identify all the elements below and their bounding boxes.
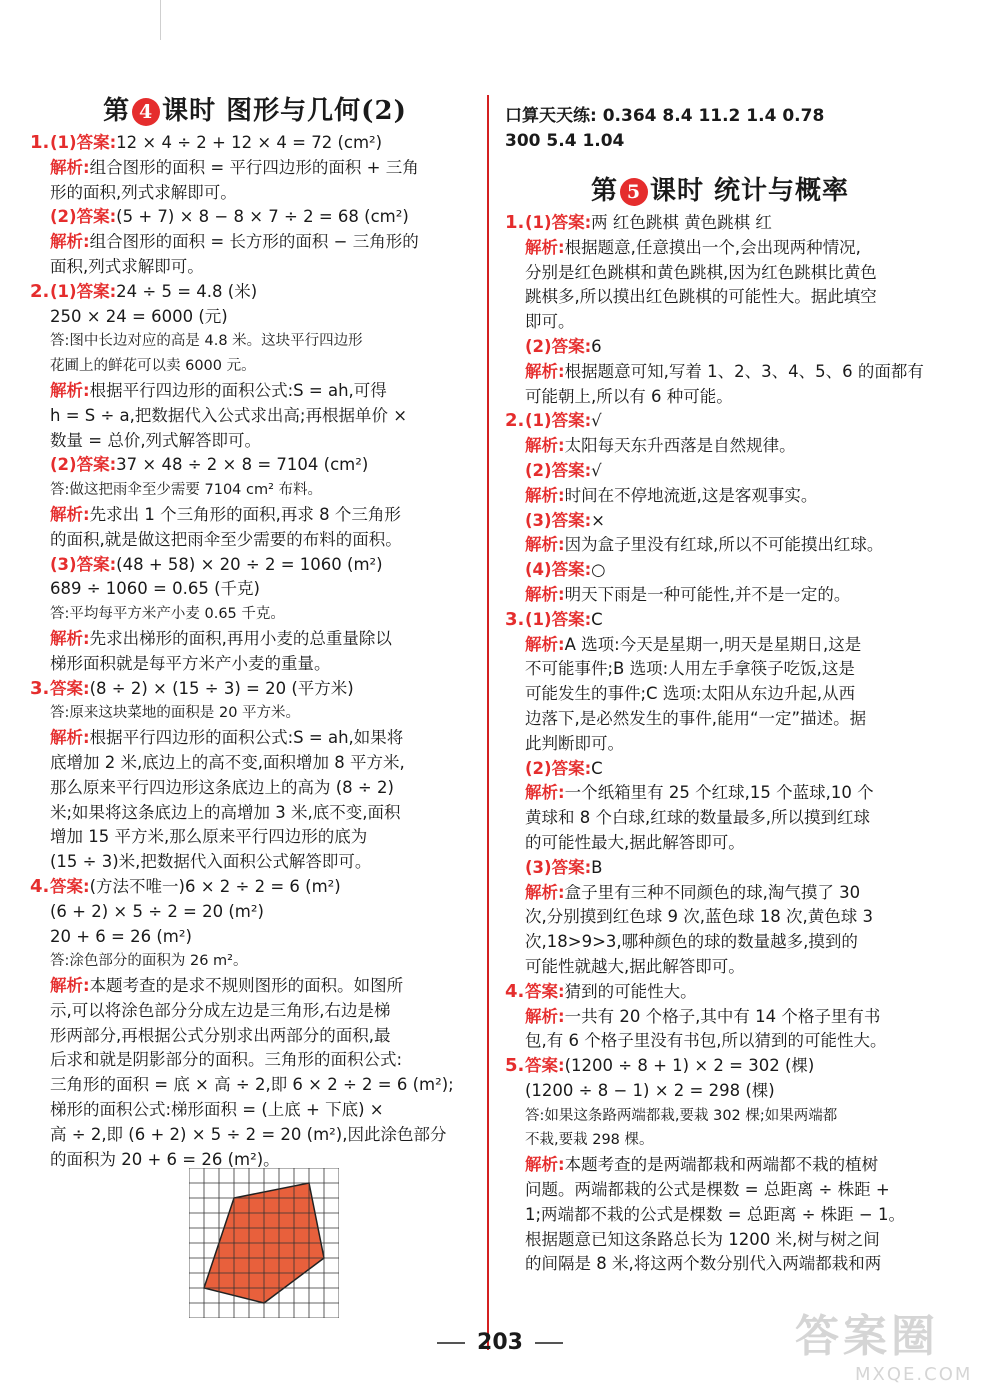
line-text: 根据题意,任意摸出一个,会出现两种情况, [564,237,861,257]
title-text: 课时 统计与概率 [649,176,850,206]
answer-line [30,478,480,503]
line-text: √ [591,411,602,431]
line-text: 先求出梯形的面积,再用小麦的总重量除以 [89,628,392,648]
answer-line [505,1178,935,1203]
analysis-label: 解析: [525,485,565,505]
answer-label: (3)答案: [525,510,592,530]
answer-line [505,980,935,1005]
line-text: 两 红色跳棋 黄色跳棋 红 [591,213,772,232]
answer-line [30,354,480,379]
analysis-label: 解析: [50,232,90,252]
line-text: 包,有 6 个格子里没有书包,所以猜到的可能性大。 [525,1031,887,1051]
line-text: 花圃上的鲜花可以卖 6000 元。 [50,358,256,375]
analysis-label: 解析: [525,634,565,654]
answer-line [30,1123,480,1148]
answer-line [505,236,935,261]
answer-label: 答案: [50,678,90,698]
answer-line [505,211,935,236]
analysis-label: 解析: [50,380,90,400]
answer-line [505,509,935,534]
answer-label: (1)答案: [525,609,592,629]
line-text: 可能朝上,所以有 6 种可能。 [525,386,733,406]
line-text: 答:涂色部分的面积为 26 m²。 [50,953,248,970]
answer-line [30,503,480,528]
answer-line [505,757,935,782]
lesson-number-badge: 5 [620,178,648,206]
answer-line [30,875,480,900]
line-text: 答:做这把雨伞至少需要 7104 cm² 布料。 [50,482,323,499]
line-text: 答:平均每平方米产小麦 0.65 千克。 [50,606,285,623]
answer-line [505,633,935,658]
answer-line [505,360,935,385]
line-text: 本题考查的是求不规则图形的面积。如图所 [89,976,404,996]
line-text: 次,分别摸到红色球 9 次,蓝色球 18 次,黄色球 3 [525,907,873,927]
answer-line [505,261,935,286]
line-text: 的面积,就是做这把雨伞至少需要的布料的面积。 [50,529,402,549]
analysis-label: 解析: [50,976,90,996]
analysis-label: 解析: [525,1155,565,1175]
top-rule [160,0,161,40]
line-text: 答:原来这块菜地的面积是 20 平方米。 [50,705,301,722]
analysis-label: 解析: [525,584,565,604]
line-text: 24 ÷ 5 = 4.8 (米) [116,281,258,301]
answer-label: (2)答案: [525,336,592,356]
answer-line [505,533,935,558]
answer-line [505,657,935,682]
answer-line [505,1029,935,1054]
answer-line [505,484,935,509]
answer-line [505,434,935,459]
answer-label: (3)答案: [50,554,117,574]
line-text: 边落下,是必然发生的事件,能用“一定”描述。据 [525,708,867,728]
line-text: 分别是红色跳棋和黄色跳棋,因为红色跳棋比黄色 [525,262,877,282]
analysis-label: 解析: [525,783,565,803]
line-text: 时间在不停地流逝,这是客观事实。 [564,485,818,505]
line-text: 形的面积,列式求解即可。 [50,182,237,202]
line-text: 明天下雨是一种可能性,并不是一定的。 [564,584,851,604]
line-text: 的可能性最大,据此解答即可。 [525,832,745,852]
analysis-label: 解析: [50,728,90,748]
answer-line [30,1098,480,1123]
answer-line [505,1252,935,1277]
grid-shaded-figure [189,1168,339,1322]
line-text: 6 [591,336,602,356]
line-text: 37 × 48 ÷ 2 × 8 = 7104 (cm²) [116,455,369,475]
line-text: 250 × 24 = 6000 (元) [50,306,228,326]
answer-label: (1)答案: [50,281,117,301]
answer-line [30,453,480,478]
analysis-label: 解析: [525,535,565,555]
answer-line [30,379,480,404]
line-text: 答:如果这条路两端都栽,要栽 302 棵;如果两端都 [525,1107,838,1124]
answer-line [30,627,480,652]
answer-line [505,1203,935,1228]
answer-line [30,1048,480,1073]
line-text: 高 ÷ 2,即 (6 + 2) × 5 ÷ 2 = 20 (m²),因此涂色部分 [50,1124,447,1144]
answer-line [30,577,480,602]
right-answer-lines [505,211,935,1277]
watermark-text: 答案圈 [795,1311,939,1362]
line-text: 形两部分,再根据公式分别求出两部分的面积,最 [50,1025,391,1045]
question-number: 2. [505,410,525,432]
answer-line [505,881,935,906]
line-text: 面积,列式求解即可。 [50,256,204,276]
analysis-label: 解析: [525,436,565,456]
column-divider [487,95,489,1350]
answer-line [505,310,935,335]
line-text: (1200 ÷ 8 + 1) × 2 = 302 (棵) [564,1056,815,1076]
right-column [505,104,935,1277]
line-text: h = S ÷ a,把数据代入公式求出高;再根据单价 × [50,405,408,425]
answer-line [30,230,480,255]
answer-line [30,850,480,875]
answer-line [505,707,935,732]
answer-line [505,732,935,757]
line-text: (8 ÷ 2) × (15 ÷ 3) = 20 (平方米) [89,678,354,698]
question-number: 2. [30,280,50,302]
line-text: 米;如果将这条底边上的高增加 3 米,底不变,面积 [50,802,401,822]
line-text: 梯形面积就是每平方米产小麦的重量。 [50,653,331,673]
watermark-logo [795,1300,985,1385]
line-text: × [591,510,605,530]
answer-line [30,652,480,677]
answer-line [505,558,935,583]
answer-line [30,181,480,206]
line-text: C [591,609,603,629]
line-text: 689 ÷ 1060 = 0.65 (千克) [50,579,260,599]
question-number: 1. [30,132,50,153]
answer-line [30,949,480,974]
answer-label: (1)答案: [525,213,592,232]
line-text: 先求出 1 个三角形的面积,再求 8 个三角形 [89,504,401,524]
answer-line [505,1153,935,1178]
answer-line [505,781,935,806]
line-text: 数量 = 总价,列式解答即可。 [50,430,262,450]
line-text: B [591,857,603,877]
lesson-number-badge: 4 [132,98,160,126]
answer-line [30,429,480,454]
answer-line [30,900,480,925]
line-text: 黄球和 8 个白球,红球的数量最多,所以摸到红球 [525,808,870,828]
answer-line [505,1079,935,1104]
analysis-label: 解析: [525,237,565,257]
lesson-5-title [505,170,935,207]
line-text: 那么原来平行四边形这条底边上的高为 (8 ÷ 2) [50,777,394,797]
title-prefix: 第 [103,96,131,126]
line-text: 12 × 4 ÷ 2 + 12 × 4 = 72 (cm²) [116,133,383,152]
line-text: 根据平行四边形的面积公式:S = ah,如果将 [89,728,404,748]
line-text: (1200 ÷ 8 − 1) × 2 = 298 (棵) [525,1080,775,1100]
answer-line [505,856,935,881]
line-text: 组合图形的面积 = 长方形的面积 − 三角形的 [89,232,419,252]
line-text: 太阳每天东升西落是自然规律。 [564,436,796,456]
line-text: 本题考查的是两端都栽和两端都不栽的植树 [564,1155,879,1175]
line-text: 梯形的面积公式:梯形面积 = (上底 + 下底) × [50,1100,384,1120]
answer-line [30,974,480,999]
answer-line [30,205,480,230]
answer-line [30,825,480,850]
answer-line [30,553,480,578]
line-text: 次,18>9>3,哪种颜色的球的数量越多,摸到的 [525,932,858,952]
answer-line [505,831,935,856]
kousuan-line-1: 口算天天练: 0.364 8.4 11.2 1.4 0.78 [505,106,825,126]
lesson-4-title [30,90,480,127]
answer-line [30,156,480,181]
analysis-label: 解析: [50,157,90,177]
answer-line [30,1024,480,1049]
answer-line [505,930,935,955]
answer-line [505,1005,935,1030]
footer-dash-right [535,1342,563,1344]
line-text: 盒子里有三种不同颜色的球,淘气摸了 30 [564,882,861,902]
answer-line [30,528,480,553]
title-text: 课时 图形与几何(2) [162,96,407,126]
answer-line [30,726,480,751]
line-text: 示,可以将涂色部分分成左边是三角形,右边是梯 [50,1000,391,1020]
answer-line [30,404,480,429]
line-text: (方法不唯一)6 × 2 ÷ 2 = 6 (m²) [89,876,341,896]
answer-line [30,131,480,156]
answer-line [30,801,480,826]
answer-line [505,955,935,980]
line-text: 问题。两端都栽的公式是棵数 = 总距离 ÷ 株距 + [525,1180,890,1200]
answer-line [30,1073,480,1098]
answer-line [30,602,480,627]
answer-line [505,335,935,360]
answer-line [505,1128,935,1153]
question-number: 3. [505,608,525,630]
line-text: (48 + 58) × 20 ÷ 2 = 1060 (m²) [116,554,383,574]
line-text: 三角形的面积 = 底 × 高 ÷ 2,即 6 × 2 ÷ 2 = 6 (m²); [50,1075,454,1095]
line-text: 20 + 6 = 26 (m²) [50,926,192,946]
line-text: 增加 15 平方米,那么原来平行四边形的底为 [50,827,368,847]
answer-line [505,285,935,310]
answer-line [505,806,935,831]
line-text: (15 ÷ 3)米,把数据代入面积公式解答即可。 [50,852,372,872]
line-text: 跳棋多,所以摸出红色跳棋的可能性大。据此填空 [525,287,877,307]
answer-line [505,608,935,633]
question-number: 5. [505,1055,525,1077]
line-text: 猜到的可能性大。 [564,981,697,1001]
answer-label: (2)答案: [50,207,117,227]
answer-line [505,1104,935,1129]
line-text: 可能发生的事件;C 选项:太阳从东边升起,从西 [525,684,856,704]
answer-line [30,701,480,726]
line-text: ○ [591,560,606,580]
answer-label: 答案: [525,1056,565,1076]
line-text: 因为盒子里没有红球,所以不可能摸出红球。 [564,535,884,555]
line-text: 后求和就是阴影部分的面积。三角形的面积公式: [50,1050,403,1070]
line-text: 即可。 [525,312,575,332]
question-number: 4. [30,875,50,897]
answer-label: (3)答案: [525,857,592,877]
answer-label: 答案: [525,981,565,1001]
line-text: 根据题意已知这条路总长为 1200 米,树与树之间 [525,1229,880,1249]
line-text: 底增加 2 米,底边上的高不变,面积增加 8 平方米, [50,752,405,772]
answer-line [505,459,935,484]
answer-label: (2)答案: [525,758,592,778]
line-text: 一共有 20 个格子,其中有 14 个格子里有书 [564,1006,881,1026]
answer-line [30,776,480,801]
answer-line [30,255,480,280]
answer-line [505,1228,935,1253]
left-column [30,90,480,1172]
line-text: 根据题意可知,写着 1、2、3、4、5、6 的面都有 [564,361,924,381]
line-text: C [591,758,603,778]
line-text: 可能性就越大,据此解答即可。 [525,956,745,976]
question-number: 4. [505,980,525,1002]
answer-line [30,999,480,1024]
answer-line [30,305,480,330]
analysis-label: 解析: [525,361,565,381]
answer-label: (4)答案: [525,560,592,580]
answer-line [505,409,935,434]
analysis-label: 解析: [525,1006,565,1026]
line-text: 的间隔是 8 米,将这两个数分别代入两端都栽和两 [525,1254,882,1274]
line-text: 1;两端都不栽的公式是棵数 = 总距离 ÷ 株距 − 1。 [525,1204,905,1224]
answer-line [505,905,935,930]
line-text: 答:图中长边对应的高是 4.8 米。这块平行四边形 [50,333,363,350]
question-number: 3. [30,677,50,699]
line-text: √ [591,460,602,480]
line-text: 的面积为 20 + 6 = 26 (m²)。 [50,1149,280,1169]
answer-line [30,677,480,702]
footer-dash-left [437,1342,465,1344]
answer-line [505,682,935,707]
analysis-label: 解析: [525,882,565,902]
question-number: 1. [505,212,525,233]
answer-label: (2)答案: [50,455,117,475]
analysis-label: 解析: [50,504,90,524]
line-text: A 选项:今天是星期一,明天是星期日,这是 [564,634,862,654]
line-text: 组合图形的面积 = 平行四边形的面积 + 三角 [89,157,419,177]
line-text: 一个纸箱里有 25 个红球,15 个蓝球,10 个 [564,783,874,803]
analysis-label: 解析: [50,628,90,648]
watermark-url: MXQE.COM [855,1364,973,1385]
answer-label: (2)答案: [525,460,592,480]
line-text: 不栽,要栽 298 棵。 [525,1132,654,1149]
line-text: 根据平行四边形的面积公式:S = ah,可得 [89,380,387,400]
answer-line [505,385,935,410]
title-prefix: 第 [590,176,618,206]
line-text: 不可能事件;B 选项:人用左手拿筷子吃饭,这是 [525,659,855,679]
answer-label: 答案: [50,876,90,896]
left-answer-lines [30,131,480,1172]
line-text: (6 + 2) × 5 ÷ 2 = 20 (m²) [50,901,264,921]
answer-label: (1)答案: [50,133,117,152]
answer-line [505,1054,935,1079]
answer-line [30,280,480,305]
answer-line [505,583,935,608]
line-text: (5 + 7) × 8 − 8 × 7 ÷ 2 = 68 (cm²) [116,207,409,227]
line-text: 此判断即可。 [525,733,624,753]
answer-line [30,329,480,354]
grid-svg [189,1168,339,1318]
answer-label: (1)答案: [525,411,592,431]
kousuan-line-2: 300 5.4 1.04 [505,131,625,151]
answer-line [30,925,480,950]
answer-line [30,751,480,776]
page-number: 203 [477,1330,523,1355]
